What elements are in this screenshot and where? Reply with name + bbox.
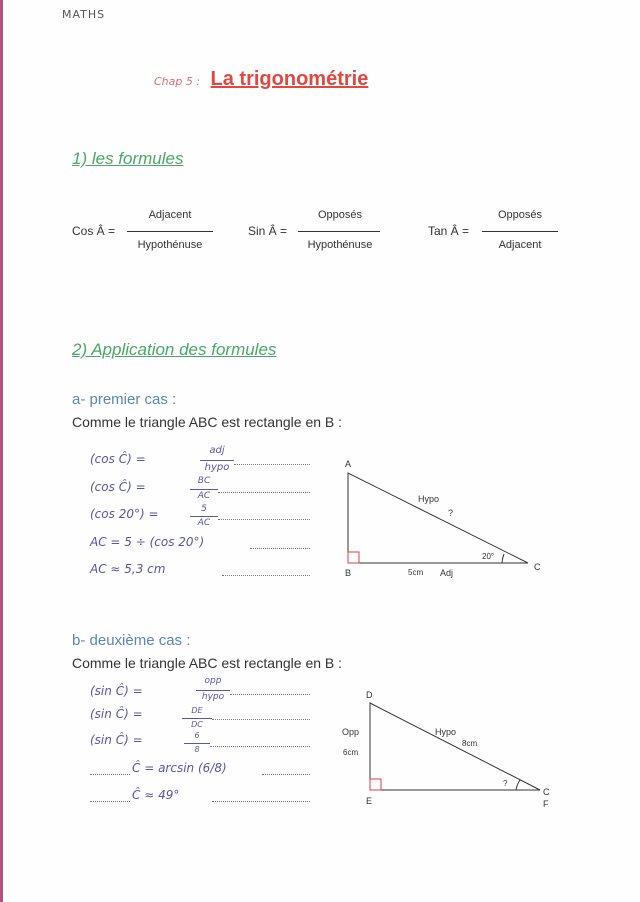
cos-formula-denominator: Hypothénuse: [137, 239, 203, 251]
tan-formula-denominator: Adjacent: [498, 239, 542, 251]
sin-formula-label: Sin Â =: [248, 224, 288, 238]
case-a-line-1-lhs: (cos Ĉ) =: [90, 452, 146, 466]
case-a-line-4-lhs: AC = 5 ÷ (cos 20°): [90, 535, 205, 549]
cos-fraction-bar: [127, 231, 213, 232]
hyp-value: ?: [448, 508, 454, 518]
chapter-label: Chap 5 :: [154, 75, 201, 88]
angle-c-value: 20°: [482, 552, 495, 561]
triangle-abc-shape: [348, 473, 528, 563]
case-a-line-4: [90, 535, 204, 549]
case-a-line-1-den: hypo: [204, 462, 230, 473]
case-a-line-4-dots: [250, 548, 310, 549]
cos-formula-label: Cos Â =: [72, 224, 116, 238]
case-a-line-2-num: BC: [197, 476, 211, 486]
subject-label: MATHS: [62, 8, 106, 21]
tan-formula-label: Tan Â =: [428, 224, 470, 238]
case-a-line-3-dots: [218, 519, 310, 520]
side-bc-label: Adj: [440, 568, 454, 578]
case-b-line-2-bar: [182, 718, 212, 719]
vertex-a-label: A: [345, 459, 352, 469]
triangle-dec-diagram: [350, 695, 560, 805]
tan-fraction-bar: [482, 231, 558, 232]
case-b-line-3-num: 6: [194, 731, 200, 740]
case-a-line-3-bar: [190, 516, 218, 517]
case-b-statement: Comme le triangle ABC est rectangle en B :: [72, 655, 343, 671]
case-b-line-2: [90, 707, 143, 721]
case-a-line-1: [90, 452, 146, 466]
hypo2-label: Hypo: [435, 727, 457, 737]
title-block: [154, 68, 368, 91]
opp-value: 6cm: [343, 748, 359, 757]
case-a-line-2-bar: [190, 489, 218, 490]
case-b-line-5-dots: [212, 801, 310, 802]
case-b-line-1-bar: [196, 690, 230, 691]
angle-arc-c2: [516, 780, 520, 790]
case-a-line-5: [90, 562, 165, 576]
section-1-heading: 1) les formules: [72, 149, 184, 168]
case-b-line-2-lhs: (sin Ĉ) =: [90, 707, 143, 721]
section-2-heading: 2) Application des formules: [72, 340, 277, 359]
case-a-line-2-dots: [218, 492, 310, 493]
case-a-line-5-lhs: AC ≈ 5,3 cm: [90, 562, 166, 576]
case-a-title: a- premier cas :: [72, 391, 177, 408]
hyp-label: Hypo: [418, 494, 440, 504]
sin-formula-denominator: Hypothénuse: [307, 239, 373, 251]
vertex-e-label: E: [366, 796, 373, 806]
case-a-line-3-lhs: (cos 20°) =: [90, 507, 159, 521]
case-b-line-5-lead-dots: [90, 801, 130, 802]
case-b-line-1-dots: [230, 694, 310, 695]
case-a-line-1-dots: [234, 464, 310, 465]
case-b-line-2-den: DC: [191, 720, 203, 729]
case-a-line-2: [90, 480, 146, 494]
vertex-f-label: F: [543, 799, 549, 809]
case-a-line-2-den: AC: [197, 491, 211, 501]
case-a-statement: Comme le triangle ABC est rectangle en B :: [72, 414, 343, 430]
case-a-line-3-num: 5: [201, 504, 207, 514]
case-b-line-3-lhs: (sin Ĉ) =: [90, 733, 143, 747]
cos-formula-numerator: Adjacent: [148, 209, 192, 221]
case-b-title: b- deuxième cas :: [72, 632, 191, 649]
case-b-line-2-num: DE: [191, 706, 203, 715]
case-b-line-1-lhs: (sin Ĉ) =: [90, 684, 143, 698]
case-a-line-3-den: AC: [197, 518, 211, 528]
angle-arc-c: [502, 554, 504, 563]
case-b-line-4-lhs: Ĉ = arcsin (6/8): [132, 761, 227, 775]
case-b-line-5: [132, 788, 179, 802]
case-b-line-3-dots: [210, 746, 310, 747]
right-angle-mark-e: [370, 779, 381, 790]
page-title: La trigonométrie: [210, 68, 369, 90]
opp-label: Opp: [342, 727, 360, 737]
case-a-line-1-bar: [200, 460, 234, 461]
vertex-d-label: D: [366, 690, 373, 700]
case-b-line-4-dots: [262, 774, 310, 775]
case-b-line-5-lhs: Ĉ ≈ 49°: [132, 788, 180, 802]
vertex-c-label: C: [534, 562, 541, 572]
case-a-line-3: [90, 507, 159, 521]
angle-c2-value: ?: [503, 779, 508, 788]
case-b-line-2-dots: [212, 719, 310, 720]
vertex-c2-label: C: [543, 787, 550, 797]
hypo2-value: 8cm: [462, 739, 478, 748]
case-b-line-4: [132, 761, 227, 775]
vertex-b-label: B: [345, 568, 352, 578]
case-b-line-4-lead-dots: [90, 774, 130, 775]
triangle-dec-shape: [370, 703, 540, 790]
case-a-line-1-num: adj: [209, 445, 225, 456]
page-edge: [0, 0, 3, 902]
case-a-line-5-dots: [222, 575, 310, 576]
right-angle-mark-b: [348, 552, 359, 563]
case-a-line-2-lhs: (cos Ĉ) =: [90, 480, 146, 494]
case-b-line-1: [90, 684, 143, 698]
tan-formula-numerator: Opposés: [497, 209, 543, 221]
case-b-line-3-den: 8: [194, 745, 200, 754]
case-b-line-1-num: opp: [204, 676, 222, 686]
side-bc-value: 5cm: [408, 568, 424, 577]
case-b-line-1-den: hypo: [201, 692, 225, 702]
case-b-line-3: [90, 733, 143, 747]
case-b-line-3-bar: [184, 743, 210, 744]
sin-fraction-bar: [298, 231, 380, 232]
sin-formula-numerator: Opposés: [317, 209, 363, 221]
